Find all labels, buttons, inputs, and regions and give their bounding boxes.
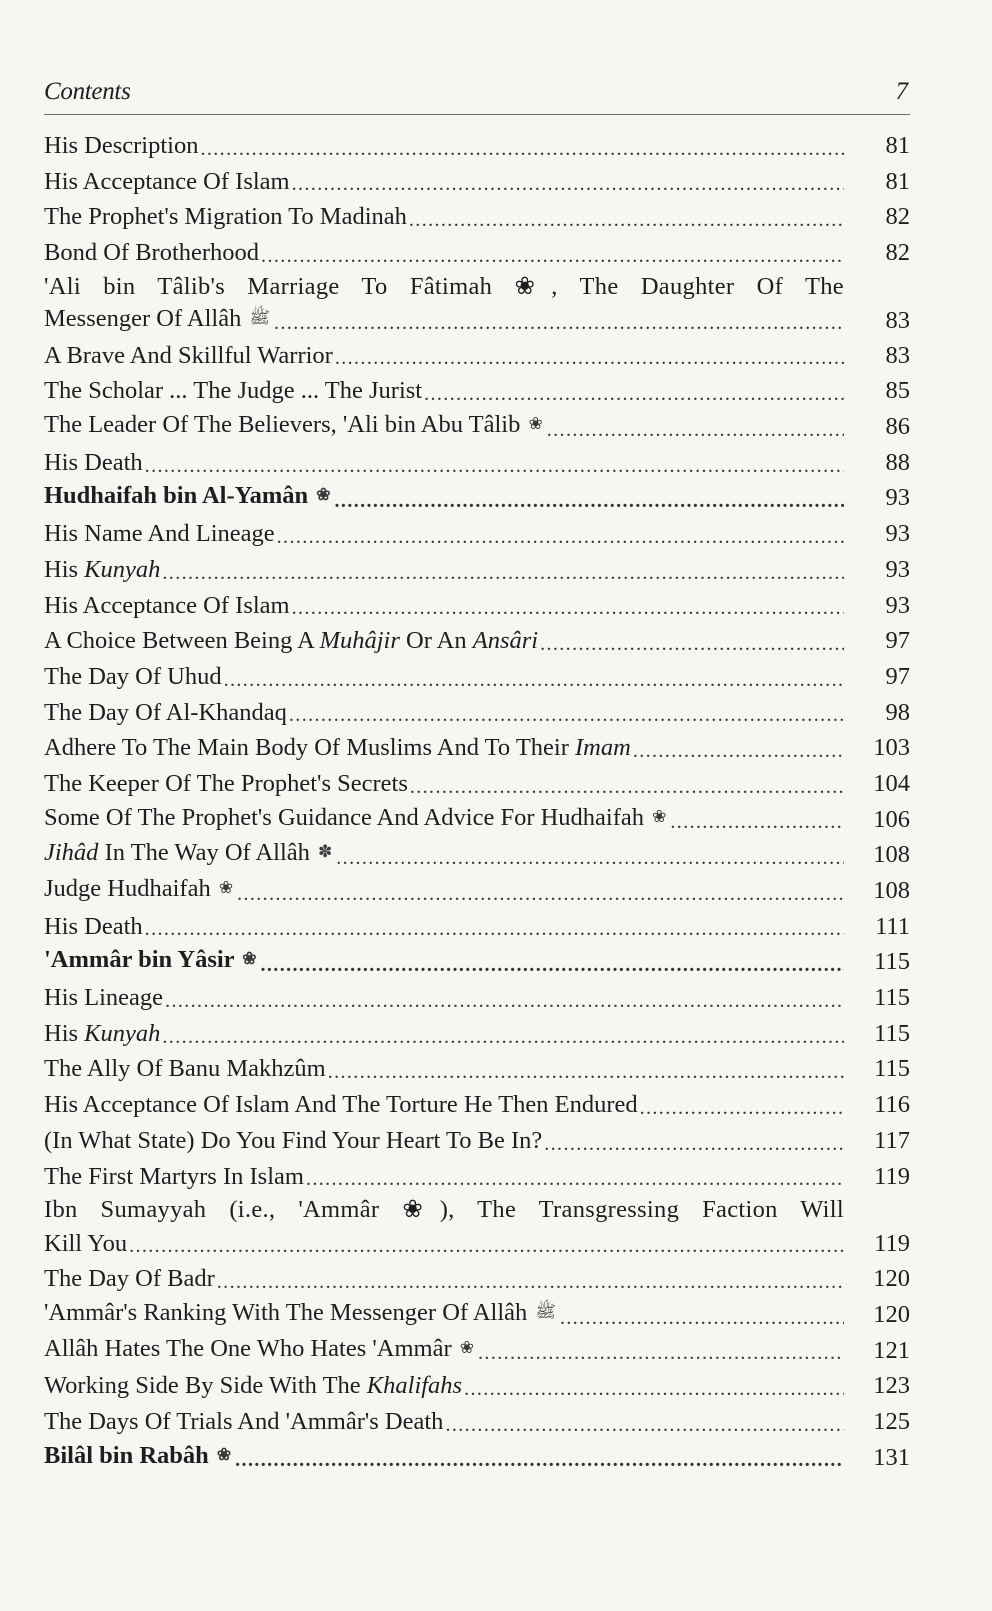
dot-leader	[129, 1226, 844, 1261]
dot-leader	[547, 409, 844, 445]
honorific-icon: ❀	[528, 414, 543, 434]
honorific-icon: ❀	[652, 806, 667, 826]
entry-title	[44, 164, 290, 200]
toc-entry	[44, 1123, 910, 1159]
toc-entry	[44, 980, 910, 1016]
entry-title-text: The Prophet's Migration To Madinah	[44, 203, 407, 231]
toc-entry	[44, 873, 910, 909]
toc-chapter-entry	[44, 944, 910, 980]
dot-leader	[335, 481, 844, 517]
entry-page-number: 121	[873, 1336, 910, 1364]
entry-title-text: The Day Of Al-Khandaq	[44, 698, 287, 726]
toc-entry	[44, 695, 910, 731]
entry-page-number: 85	[885, 377, 910, 405]
entry-page-number: 103	[873, 734, 910, 762]
entry-page-number: 120	[873, 1265, 910, 1293]
entry-title	[44, 1368, 462, 1404]
entry-title	[44, 1226, 127, 1261]
entry-title-text: (In What State) Do You Find Your Heart To Be In?	[44, 1126, 543, 1154]
entry-title-text: Kill You	[44, 1230, 128, 1258]
toc-entry	[44, 164, 910, 200]
dot-leader	[540, 623, 844, 659]
entry-title-text: His Lineage	[44, 984, 164, 1012]
dot-leader	[410, 766, 844, 802]
toc-entry	[44, 516, 910, 552]
entry-title-text: Adhere To The Main Body Of Muslims And To Their	[44, 734, 576, 762]
entry-title	[44, 516, 275, 552]
entry-title	[44, 1051, 326, 1087]
entry-title-text: His Acceptance Of Islam	[44, 591, 290, 619]
honorific-icon: ﷺ	[249, 307, 270, 327]
dot-leader	[145, 909, 844, 945]
entry-title-line2	[44, 303, 910, 338]
entry-title-line1: 'Ali bin Tâlib's Marriage To Fâtimah ❀, The Daughter Of The	[44, 272, 844, 300]
toc-entry	[44, 1052, 910, 1088]
toc-entry	[44, 1333, 910, 1369]
entry-title-text: Bilâl bin Rabâh	[44, 1441, 209, 1469]
entry-page-number: 111	[875, 912, 910, 940]
entry-title-italic: Kunyah	[84, 1019, 161, 1047]
entry-title-text: His	[44, 555, 85, 583]
entry-title	[44, 1438, 233, 1476]
entry-page-number: 106	[873, 805, 910, 833]
entry-page-number: 131	[873, 1443, 910, 1471]
entry-title-text: His Acceptance Of Islam	[44, 167, 290, 195]
entry-title	[44, 871, 235, 909]
entry-title-text: 'Ammâr bin Yâsir	[44, 946, 235, 974]
entry-title-italic: Ansâri	[472, 627, 539, 655]
entry-page-number: 83	[885, 341, 910, 369]
page-number: 7	[895, 78, 908, 105]
dot-leader	[560, 1297, 844, 1333]
entry-title-text: Working Side By Side With The	[44, 1372, 367, 1400]
entry-title	[44, 1123, 542, 1159]
entry-page-number: 81	[885, 167, 910, 195]
dot-leader	[424, 373, 844, 409]
toc-entry	[44, 128, 910, 164]
toc-entry	[44, 837, 910, 873]
entry-page-number: 119	[874, 1162, 910, 1190]
entry-page-number: 119	[874, 1230, 910, 1258]
entry-title-italic: Kunyah	[84, 555, 161, 583]
entry-page-number: 93	[885, 520, 910, 548]
entry-title	[44, 695, 287, 731]
dot-leader	[292, 588, 844, 624]
entry-title	[44, 301, 272, 338]
entry-title	[44, 766, 408, 802]
entry-page-number: 108	[873, 877, 910, 905]
toc-entry	[44, 766, 910, 802]
dot-leader	[162, 552, 844, 588]
entry-page-number: 117	[874, 1126, 910, 1154]
toc-entry	[44, 1261, 910, 1297]
entry-title	[44, 445, 143, 481]
running-head	[44, 72, 910, 106]
entry-title-line2	[44, 1226, 910, 1261]
toc-entry	[44, 1016, 910, 1052]
entry-page-number: 97	[885, 662, 910, 690]
entry-title-text: Allâh Hates The One Who Hates 'Ammâr	[44, 1334, 452, 1362]
entry-page-number: 97	[885, 627, 910, 655]
honorific-icon: ✽	[318, 842, 333, 862]
entry-title-italic: Khalifahs	[366, 1372, 463, 1400]
entry-title-text: The Day Of Badr	[44, 1265, 215, 1293]
toc-entry	[44, 552, 910, 588]
entry-title	[44, 800, 668, 838]
entry-title	[44, 1331, 476, 1369]
honorific-icon: ❀	[216, 1444, 232, 1464]
entry-page-number: 82	[885, 203, 910, 231]
entry-title	[44, 1295, 558, 1333]
entry-title	[44, 1404, 443, 1440]
entry-title	[44, 199, 407, 235]
entry-title-text: The Day Of Uhud	[44, 662, 222, 690]
entry-title-italic: Jihâd	[44, 839, 99, 867]
entry-title-text: His Death	[44, 912, 143, 940]
dot-leader	[464, 1368, 844, 1404]
dot-leader	[478, 1333, 844, 1369]
dot-leader	[261, 944, 845, 980]
entry-title	[44, 980, 163, 1016]
toc-entry	[44, 271, 910, 338]
toc-entry	[44, 199, 910, 235]
entry-title	[44, 909, 143, 945]
honorific-icon: ❀	[242, 949, 257, 969]
dot-leader	[640, 1087, 844, 1123]
dot-leader	[217, 1261, 844, 1297]
entry-title-text: The Ally Of Banu Makhzûm	[44, 1055, 326, 1083]
toc-entry	[44, 1368, 910, 1404]
entry-title-text: His	[44, 1019, 85, 1047]
dot-leader	[237, 873, 844, 909]
entry-title	[44, 730, 631, 766]
entry-title-text: Judge Hudhaifah	[44, 875, 211, 903]
dot-leader	[306, 1159, 844, 1195]
entry-title-text: His Acceptance Of Islam And The Torture He Then Endured	[44, 1091, 638, 1119]
entry-title-text: 'Ammâr's Ranking With The Messenger Of Allâh	[44, 1298, 528, 1326]
entry-title-text: The Days Of Trials And 'Ammâr's Death	[44, 1407, 444, 1435]
toc-entry	[44, 1087, 910, 1123]
entry-title-text: The Leader Of The Believers, 'Ali bin Abu Tâlib	[44, 411, 521, 439]
dot-leader	[235, 1440, 844, 1476]
entry-page-number: 93	[885, 484, 910, 512]
entry-page-number: 82	[885, 239, 910, 267]
honorific-icon: ﷺ	[535, 1301, 556, 1321]
entry-title	[44, 235, 259, 271]
entry-title-text: His Death	[44, 448, 143, 476]
running-title: Contents	[44, 78, 131, 105]
entry-page-number: 120	[873, 1300, 910, 1328]
toc-chapter-entry	[44, 481, 910, 517]
dot-leader	[670, 802, 844, 838]
toc-entry	[44, 1159, 910, 1195]
entry-page-number: 108	[873, 841, 910, 869]
dot-leader	[336, 837, 844, 873]
header-rule	[44, 114, 910, 115]
entry-page-number: 93	[885, 555, 910, 583]
entry-title	[44, 623, 538, 659]
entry-title-text: His Name And Lineage	[44, 520, 275, 548]
entry-title-text: His Description	[44, 131, 199, 159]
entry-title	[44, 552, 160, 588]
entry-page-number: 123	[873, 1372, 910, 1400]
toc-entry	[44, 409, 910, 445]
dot-leader	[162, 1016, 844, 1052]
entry-page-number: 115	[874, 1055, 910, 1083]
honorific-icon: ❀	[459, 1337, 475, 1357]
dot-leader	[409, 199, 844, 235]
table-of-contents	[44, 128, 910, 1475]
entry-title-line1: Ibn Sumayyah (i.e., 'Ammâr ❀), The Transgressing Faction Will	[44, 1196, 844, 1224]
entry-page-number: 81	[885, 131, 910, 159]
dot-leader	[261, 235, 844, 271]
toc-entry	[44, 445, 910, 481]
toc-entry	[44, 730, 910, 766]
entry-title	[44, 373, 422, 409]
entry-page-number: 93	[885, 591, 910, 619]
entry-title	[44, 128, 198, 164]
entry-title	[44, 1016, 160, 1052]
entry-page-number: 125	[873, 1407, 910, 1435]
entry-title	[44, 1087, 638, 1123]
entry-title	[44, 478, 333, 516]
dot-leader	[544, 1123, 844, 1159]
toc-entry	[44, 373, 910, 409]
entry-title-text: Messenger Of Allâh	[44, 304, 242, 332]
toc-entry	[44, 659, 910, 695]
entry-title	[44, 835, 334, 873]
entry-title-text: A Brave And Skillful Warrior	[44, 341, 333, 369]
entry-page-number: 115	[874, 1019, 910, 1047]
entry-title-italic: Imam	[575, 734, 631, 762]
entry-title	[44, 942, 259, 980]
entry-title-text: The Scholar ... The Judge ... The Jurist	[44, 377, 423, 405]
entry-title-text: In The Way Of Allâh	[98, 839, 310, 867]
entry-title	[44, 659, 222, 695]
dot-leader	[274, 303, 844, 338]
dot-leader	[335, 338, 844, 374]
dot-leader	[328, 1052, 844, 1088]
entry-title-text: Bond Of Brotherhood	[44, 239, 260, 267]
entry-title-text: The Keeper Of The Prophet's Secrets	[44, 769, 408, 797]
dot-leader	[145, 445, 844, 481]
entry-page-number: 83	[885, 306, 910, 334]
entry-title-text: Or An	[399, 627, 473, 655]
entry-title	[44, 1261, 215, 1297]
entry-title	[44, 1159, 304, 1195]
entry-page-number: 98	[885, 698, 910, 726]
entry-page-number: 115	[874, 948, 910, 976]
toc-entry	[44, 909, 910, 945]
toc-entry	[44, 235, 910, 271]
toc-chapter-entry	[44, 1440, 910, 1476]
entry-page-number: 104	[873, 769, 910, 797]
entry-title	[44, 588, 290, 624]
entry-page-number: 116	[874, 1091, 910, 1119]
toc-entry	[44, 802, 910, 838]
toc-entry	[44, 588, 910, 624]
entry-title-italic: Muhâjir	[319, 627, 400, 655]
dot-leader	[445, 1404, 844, 1440]
dot-leader	[292, 164, 844, 200]
honorific-icon: ❀	[316, 485, 331, 505]
dot-leader	[277, 516, 844, 552]
toc-entry	[44, 623, 910, 659]
entry-title-text: Some Of The Prophet's Guidance And Advice For Hudhaifah	[44, 803, 645, 831]
honorific-icon: ❀	[218, 878, 234, 898]
dot-leader	[200, 128, 844, 164]
toc-entry	[44, 338, 910, 374]
entry-title-text: A Choice Between Being A	[44, 627, 320, 655]
dot-leader	[224, 659, 844, 695]
entry-page-number: 86	[885, 413, 910, 441]
entry-page-number: 115	[874, 984, 910, 1012]
toc-entry	[44, 1297, 910, 1333]
toc-entry	[44, 1404, 910, 1440]
entry-title-text: Hudhaifah bin Al-Yamân	[44, 482, 309, 510]
toc-entry	[44, 1194, 910, 1261]
entry-title-text: The First Martyrs In Islam	[44, 1162, 304, 1190]
entry-title	[44, 338, 333, 374]
dot-leader	[289, 695, 844, 731]
dot-leader	[633, 730, 844, 766]
dot-leader	[165, 980, 844, 1016]
entry-page-number: 88	[885, 448, 910, 476]
entry-title	[44, 407, 545, 445]
